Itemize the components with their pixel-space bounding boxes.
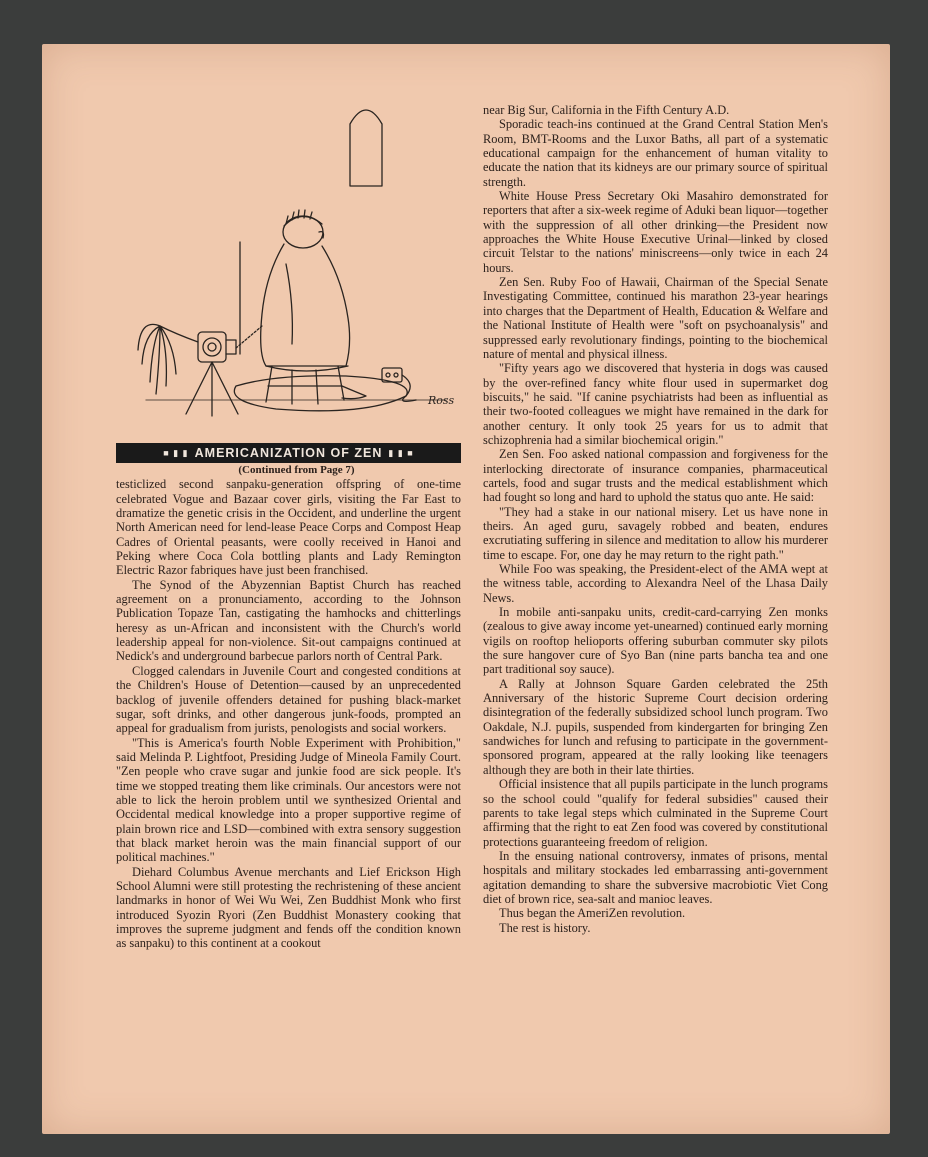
continued-note: (Continued from Page 7) xyxy=(238,464,355,476)
paragraph: The rest is history. xyxy=(499,920,591,935)
paragraph: near Big Sur, California in the Fifth Century A.D. xyxy=(483,103,730,117)
paragraph: Clogged calendars in Juvenile Court and congested conditions at the Children's House of Detention—caused by an unprecedented backlog of juvenile offenders detained for pushing black-market sugar, soft drinks, and other dangerous junk-foods, prompted an appeal for gradualism from jurists, penologists and social workers. xyxy=(116,663,461,736)
magazine-page xyxy=(42,44,890,1134)
paragraph: Zen Sen. Foo asked national compassion and forgiveness for the interlocking directorate of insurance companies, pharmaceutical cartels, food and sugar trusts and the medical establishment which had fought so long and hard to uphold the status quo ante. He said: xyxy=(483,447,828,505)
paragraph: The Synod of the Abyzennian Baptist Church has reached agreement on a pronunciamento, according to the Johnson Publication Topaze Tan, castigating the hamhocks and chitterlings heresy as un-African and inconsistent with the Church's world leadership appeal for non-violence. Sit-out campaigns continued at Nedick's and underground barbecue parlors north of Central Park. xyxy=(116,577,461,664)
left-column xyxy=(116,463,461,951)
headline-banner: ■ ▮ ▮ AMERICANIZATION OF ZEN ▮ ▮ ■ xyxy=(116,443,461,463)
paragraph: "This is America's fourth Noble Experiment with Prohibition," said Melinda P. Lightfoot, Presiding Judge of Mineola Family Court. "Zen people who crave sugar and junkie food are sick people. It's time we stopped treating them like criminals. Our ancestors were not able to lick the heroin problem until we synthesized Oriental and Occidental medical knowledge into a proper supportive regime of plain brown rice and LSD—combined with extra sensory suggestion that black market heroin was the main financial support of our political machines." xyxy=(116,735,461,865)
paragraph: While Foo was speaking, the President-elect of the AMA wept at the witness table, according to Alexandra Neel of the Lhasa Daily News. xyxy=(483,562,828,605)
paragraph: Sporadic teach-ins continued at the Grand Central Station Men's Room, BMT-Rooms and the Luxor Baths, all part of a systematic educational campaign for the enhancement of human vitality to educate the nation that its kidneys are our primary source of spiritual strength. xyxy=(483,117,828,189)
paragraph: Thus began the AmeriZen revolution. xyxy=(499,906,686,921)
right-column xyxy=(483,103,828,935)
paragraph: Official insistence that all pupils participate in the lunch programs so the school could "qualify for federal subsidies" caused their parents to take legal steps which culminated in the Supreme Court affirming that the right to eat Zen food was covered by constitutional protections guaranteeing freedom of religion. xyxy=(483,777,828,849)
artist-signature: Ross xyxy=(428,394,455,407)
paragraph: Diehard Columbus Avenue merchants and Lief Erickson High School Alumni were still protesting the rechristening of these ancient landmarks in honor of Wei Wu Wei, Zen Buddhist Monk who first introduced Syozin Ryori (Zen Buddhist Monastery cooking that improves the supreme judgment and fends off the condition known as sanpaku) to this continent at a cookout xyxy=(116,864,461,951)
paragraph: White House Press Secretary Oki Masahiro demonstrated for reporters that after a six-week regime of Aduki bean liquor—together with the suppression of all other drinking—the President now approaches the White House Executive Urinal—linked by closed circuit Telstar to the nations' miniscreens—only twice in each 24 hours. xyxy=(483,189,828,275)
paragraph: In the ensuing national controversy, inmates of prisons, mental hospitals and military stockades led embarrassing anti-government agitation demanding to share the subversive macrobiotic Viet Cong diet of brown rice, sea-salt and manioc leaves. xyxy=(483,848,828,906)
paragraph: "Fifty years ago we discovered that hysteria in dogs was caused by the over-refined fancy white flour used in supermarket dog biscuits," he said. "If canine psychiatrists had been as influential as their two-footed colleagues we might have remained in the dark for another century. It only took 25 years for us to admit that schizophrenia had a similar biochemical origin." xyxy=(483,361,828,447)
paragraph: "They had a stake in our national misery. Let us have none in theirs. An aged guru, savagely robbed and beaten, endures excrutiating suffering in silence and meditation to allow his murderer time to escape. For, one day he may return to the right path." xyxy=(483,504,828,562)
paragraph: In mobile anti-sanpaku units, credit-card-carrying Zen monks (zealous to give away income yet-unearned) continued early morning vigils on rooftop helioports offering suburban commuter sky pilots the sure hangover cure of Syo Ban (nine parts bancha tea and one part traditional soy sauce). xyxy=(483,605,828,677)
paragraph: Zen Sen. Ruby Foo of Hawaii, Chairman of the Special Senate Investigating Committee, continued his marathon 23-year hearings into charges that the Department of Health, Education & Welfare and the National Institute of Health were "soft on psychoanalysis" and suppressed early revolutionary findings, pointing to the biochemical nature of mental and physical illness. xyxy=(483,275,828,361)
paragraph: testiclized second sanpaku-generation offspring of one-time celebrated Vogue and Bazaar cover girls, visiting the Far East to dramatize the genetic crisis in the Occident, and underline the urgent North American need for lend-lease Peace Corps and Compost Heap Cadres of Oriental peasants, were coolly received in Hanoi and Peking where Coca Cola bottling plants and Lady Remington Electric Razor fabriques have just been franchised. xyxy=(116,477,461,578)
paragraph: A Rally at Johnson Square Garden celebrated the 25th Anniversary of the historic Supreme Court decision ordering disintegration of the federally subsidized school lunch program. Two Oakdale, N.J. pupils, suspended from kindergarten for bringing Zen sandwiches for lunch and refusing to participate in the government-sponsored program, appeared at the rally looking like teenagers although they are both in their late thirties. xyxy=(483,676,828,777)
headline-title: AMERICANIZATION OF ZEN xyxy=(194,446,383,460)
cartoon-illustration xyxy=(116,104,461,434)
gothic-window-drawing xyxy=(350,110,382,186)
